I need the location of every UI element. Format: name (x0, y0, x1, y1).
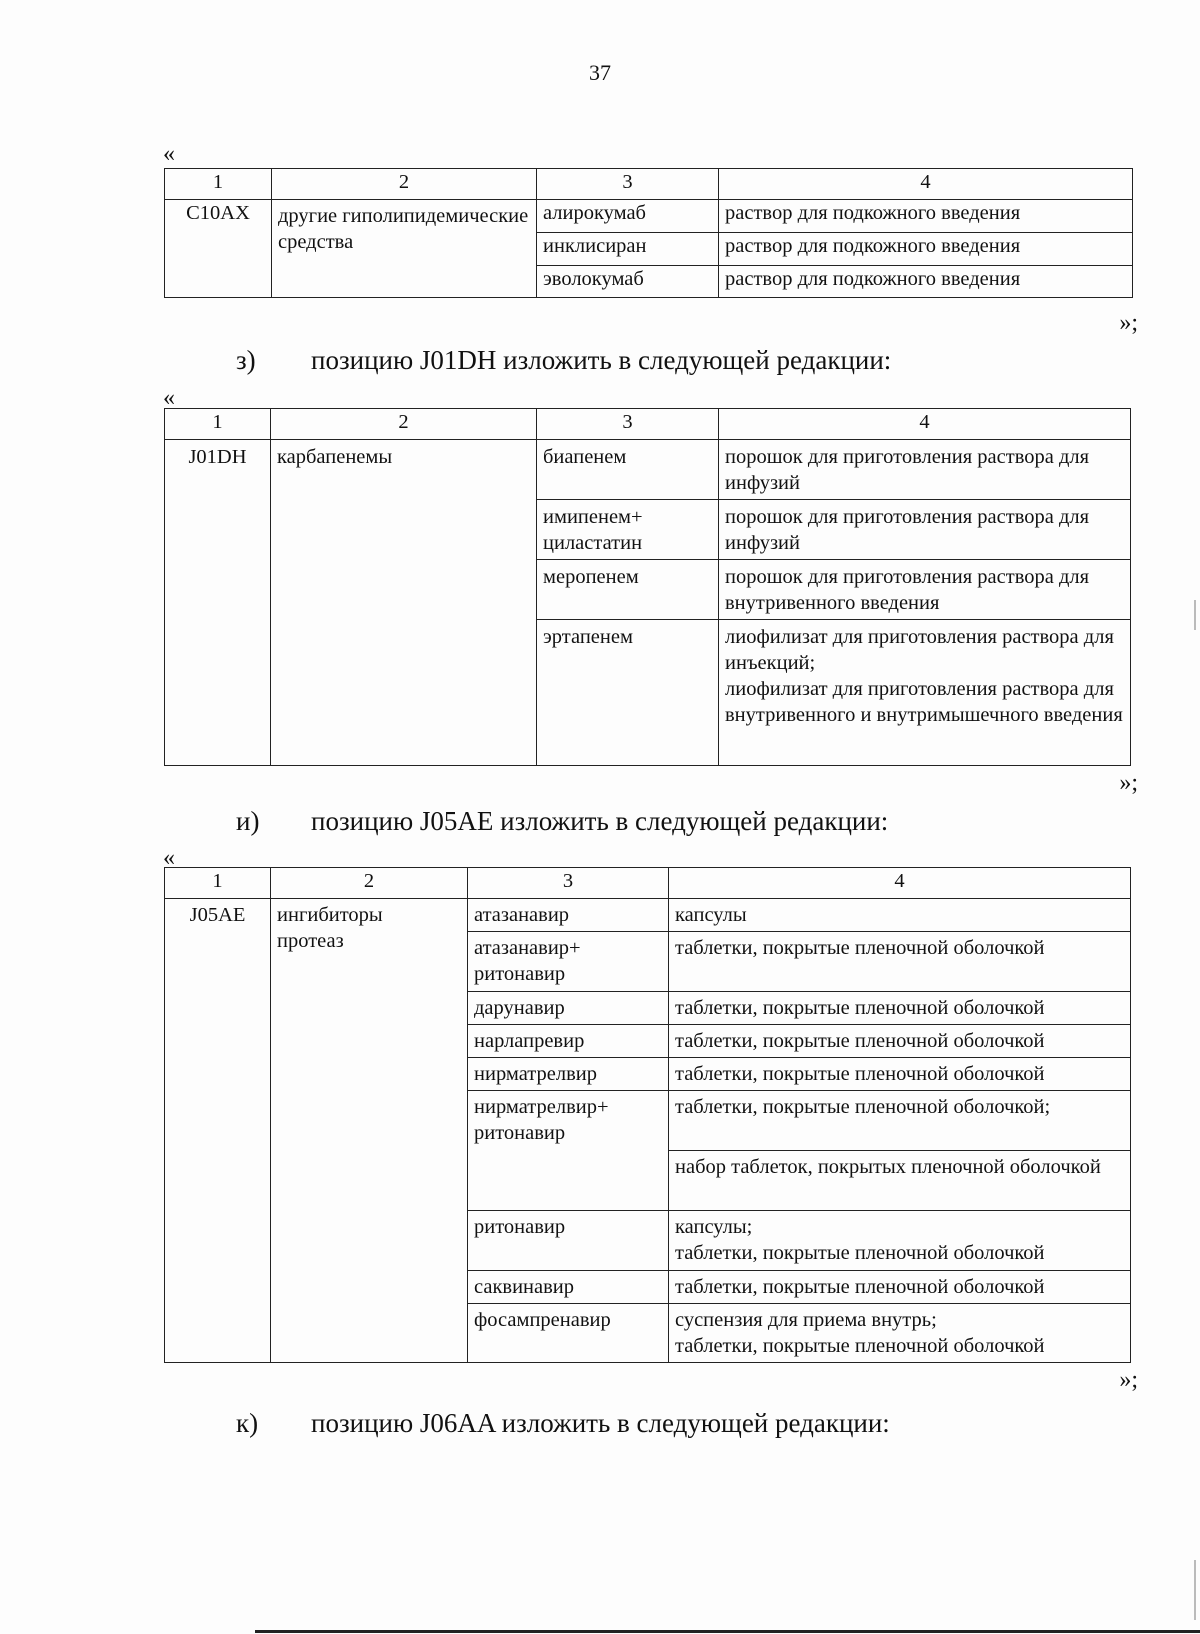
dosage-form: порошок для приготовления раствора для инфузий (719, 440, 1131, 500)
drug-name: эртапенем (537, 620, 719, 766)
drug-name: алирокумаб (537, 200, 719, 233)
heading-k (236, 1408, 1036, 1442)
group-name: карбапенемы (271, 440, 537, 766)
dosage-form: суспензия для приема внутрь; таблетки, покрытые пленочной оболочкой (669, 1304, 1131, 1363)
table-row (165, 899, 1131, 932)
drug-name: атазанавир+ ритонавир (468, 932, 669, 992)
open-quote: « (163, 141, 175, 167)
header-cell: 4 (719, 169, 1133, 200)
scan-edge-mark (1194, 600, 1196, 630)
dosage-form: таблетки, покрытые пленочной оболочкой (669, 932, 1131, 992)
group-name: ингибиторы протеаз (271, 899, 468, 1363)
heading-text: позицию J06AA изложить в следующей редакции: (311, 1408, 890, 1438)
drug-name: нирматрелвир (468, 1058, 669, 1091)
page-number: 37 (589, 60, 611, 85)
dosage-form: таблетки, покрытые пленочной оболочкой (669, 1271, 1131, 1304)
table-row (165, 440, 1131, 500)
drug-name: нирматрелвир+ ритонавир (468, 1091, 669, 1211)
drug-name: дарунавир (468, 992, 669, 1025)
table-header-row (165, 409, 1131, 440)
dosage-form: таблетки, покрытые пленочной оболочкой (669, 1058, 1131, 1091)
drug-name: биапенем (537, 440, 719, 500)
drug-name: саквинавир (468, 1271, 669, 1304)
dosage-form: лиофилизат для приготовления раствора для инъекций; лиофилизат для приготовления раствора для внутривенного и внутримышечного введения (719, 620, 1131, 766)
dosage-form: порошок для приготовления раствора для внутривенного введения (719, 560, 1131, 620)
close-quote: »; (1119, 1367, 1138, 1393)
dosage-form: таблетки, покрытые пленочной оболочкой; (669, 1091, 1131, 1151)
drug-name: эволокумаб (537, 266, 719, 298)
heading-letter: и) (236, 806, 260, 836)
heading-text: позицию J05AE изложить в следующей редакции: (311, 806, 889, 836)
heading-z (236, 345, 1036, 379)
drug-name: атазанавир (468, 899, 669, 932)
dosage-form: капсулы; таблетки, покрытые пленочной оболочкой (669, 1211, 1131, 1271)
dosage-form: раствор для подкожного введения (719, 266, 1133, 298)
scan-edge-mark (1194, 1560, 1196, 1620)
heading-letter: з) (236, 345, 256, 375)
atc-code: C10AX (165, 200, 272, 298)
dosage-form: набор таблеток, покрытых пленочной оболочкой (669, 1151, 1131, 1211)
table-j01dh (164, 408, 1131, 766)
header-cell: 4 (669, 868, 1131, 899)
table-header-row (165, 169, 1133, 200)
dosage-form: таблетки, покрытые пленочной оболочкой (669, 1025, 1131, 1058)
header-cell: 2 (272, 169, 537, 200)
drug-name: инклисиран (537, 233, 719, 266)
drug-name: фосампренавир (468, 1304, 669, 1363)
drug-name: нарлапревир (468, 1025, 669, 1058)
drug-name: меропенем (537, 560, 719, 620)
header-cell: 3 (468, 868, 669, 899)
group-name: другие гиполипидемические средства (272, 200, 537, 298)
close-quote: »; (1119, 770, 1138, 796)
scan-bottom-line (255, 1630, 1200, 1633)
drug-name: имипенем+ циластатин (537, 500, 719, 560)
header-cell: 4 (719, 409, 1131, 440)
open-quote: « (163, 845, 175, 871)
table-row (165, 200, 1133, 233)
atc-code: J01DH (165, 440, 271, 766)
dosage-form: раствор для подкожного введения (719, 233, 1133, 266)
open-quote: « (163, 385, 175, 411)
close-quote: »; (1119, 310, 1138, 336)
header-cell: 1 (165, 409, 271, 440)
heading-text: позицию J01DH изложить в следующей редакции: (311, 345, 892, 375)
dosage-form: порошок для приготовления раствора для инфузий (719, 500, 1131, 560)
heading-i (236, 806, 1036, 840)
atc-code: J05AE (165, 899, 271, 1363)
header-cell: 2 (271, 868, 468, 899)
header-cell: 1 (165, 868, 271, 899)
table-j05ae (164, 867, 1131, 1363)
dosage-form: капсулы (669, 899, 1131, 932)
header-cell: 3 (537, 169, 719, 200)
table-header-row (165, 868, 1131, 899)
drug-name: ритонавир (468, 1211, 669, 1271)
table-c10ax (164, 168, 1133, 298)
dosage-form: таблетки, покрытые пленочной оболочкой (669, 992, 1131, 1025)
header-cell: 2 (271, 409, 537, 440)
header-cell: 1 (165, 169, 272, 200)
heading-letter: к) (236, 1408, 259, 1438)
header-cell: 3 (537, 409, 719, 440)
dosage-form: раствор для подкожного введения (719, 200, 1133, 233)
